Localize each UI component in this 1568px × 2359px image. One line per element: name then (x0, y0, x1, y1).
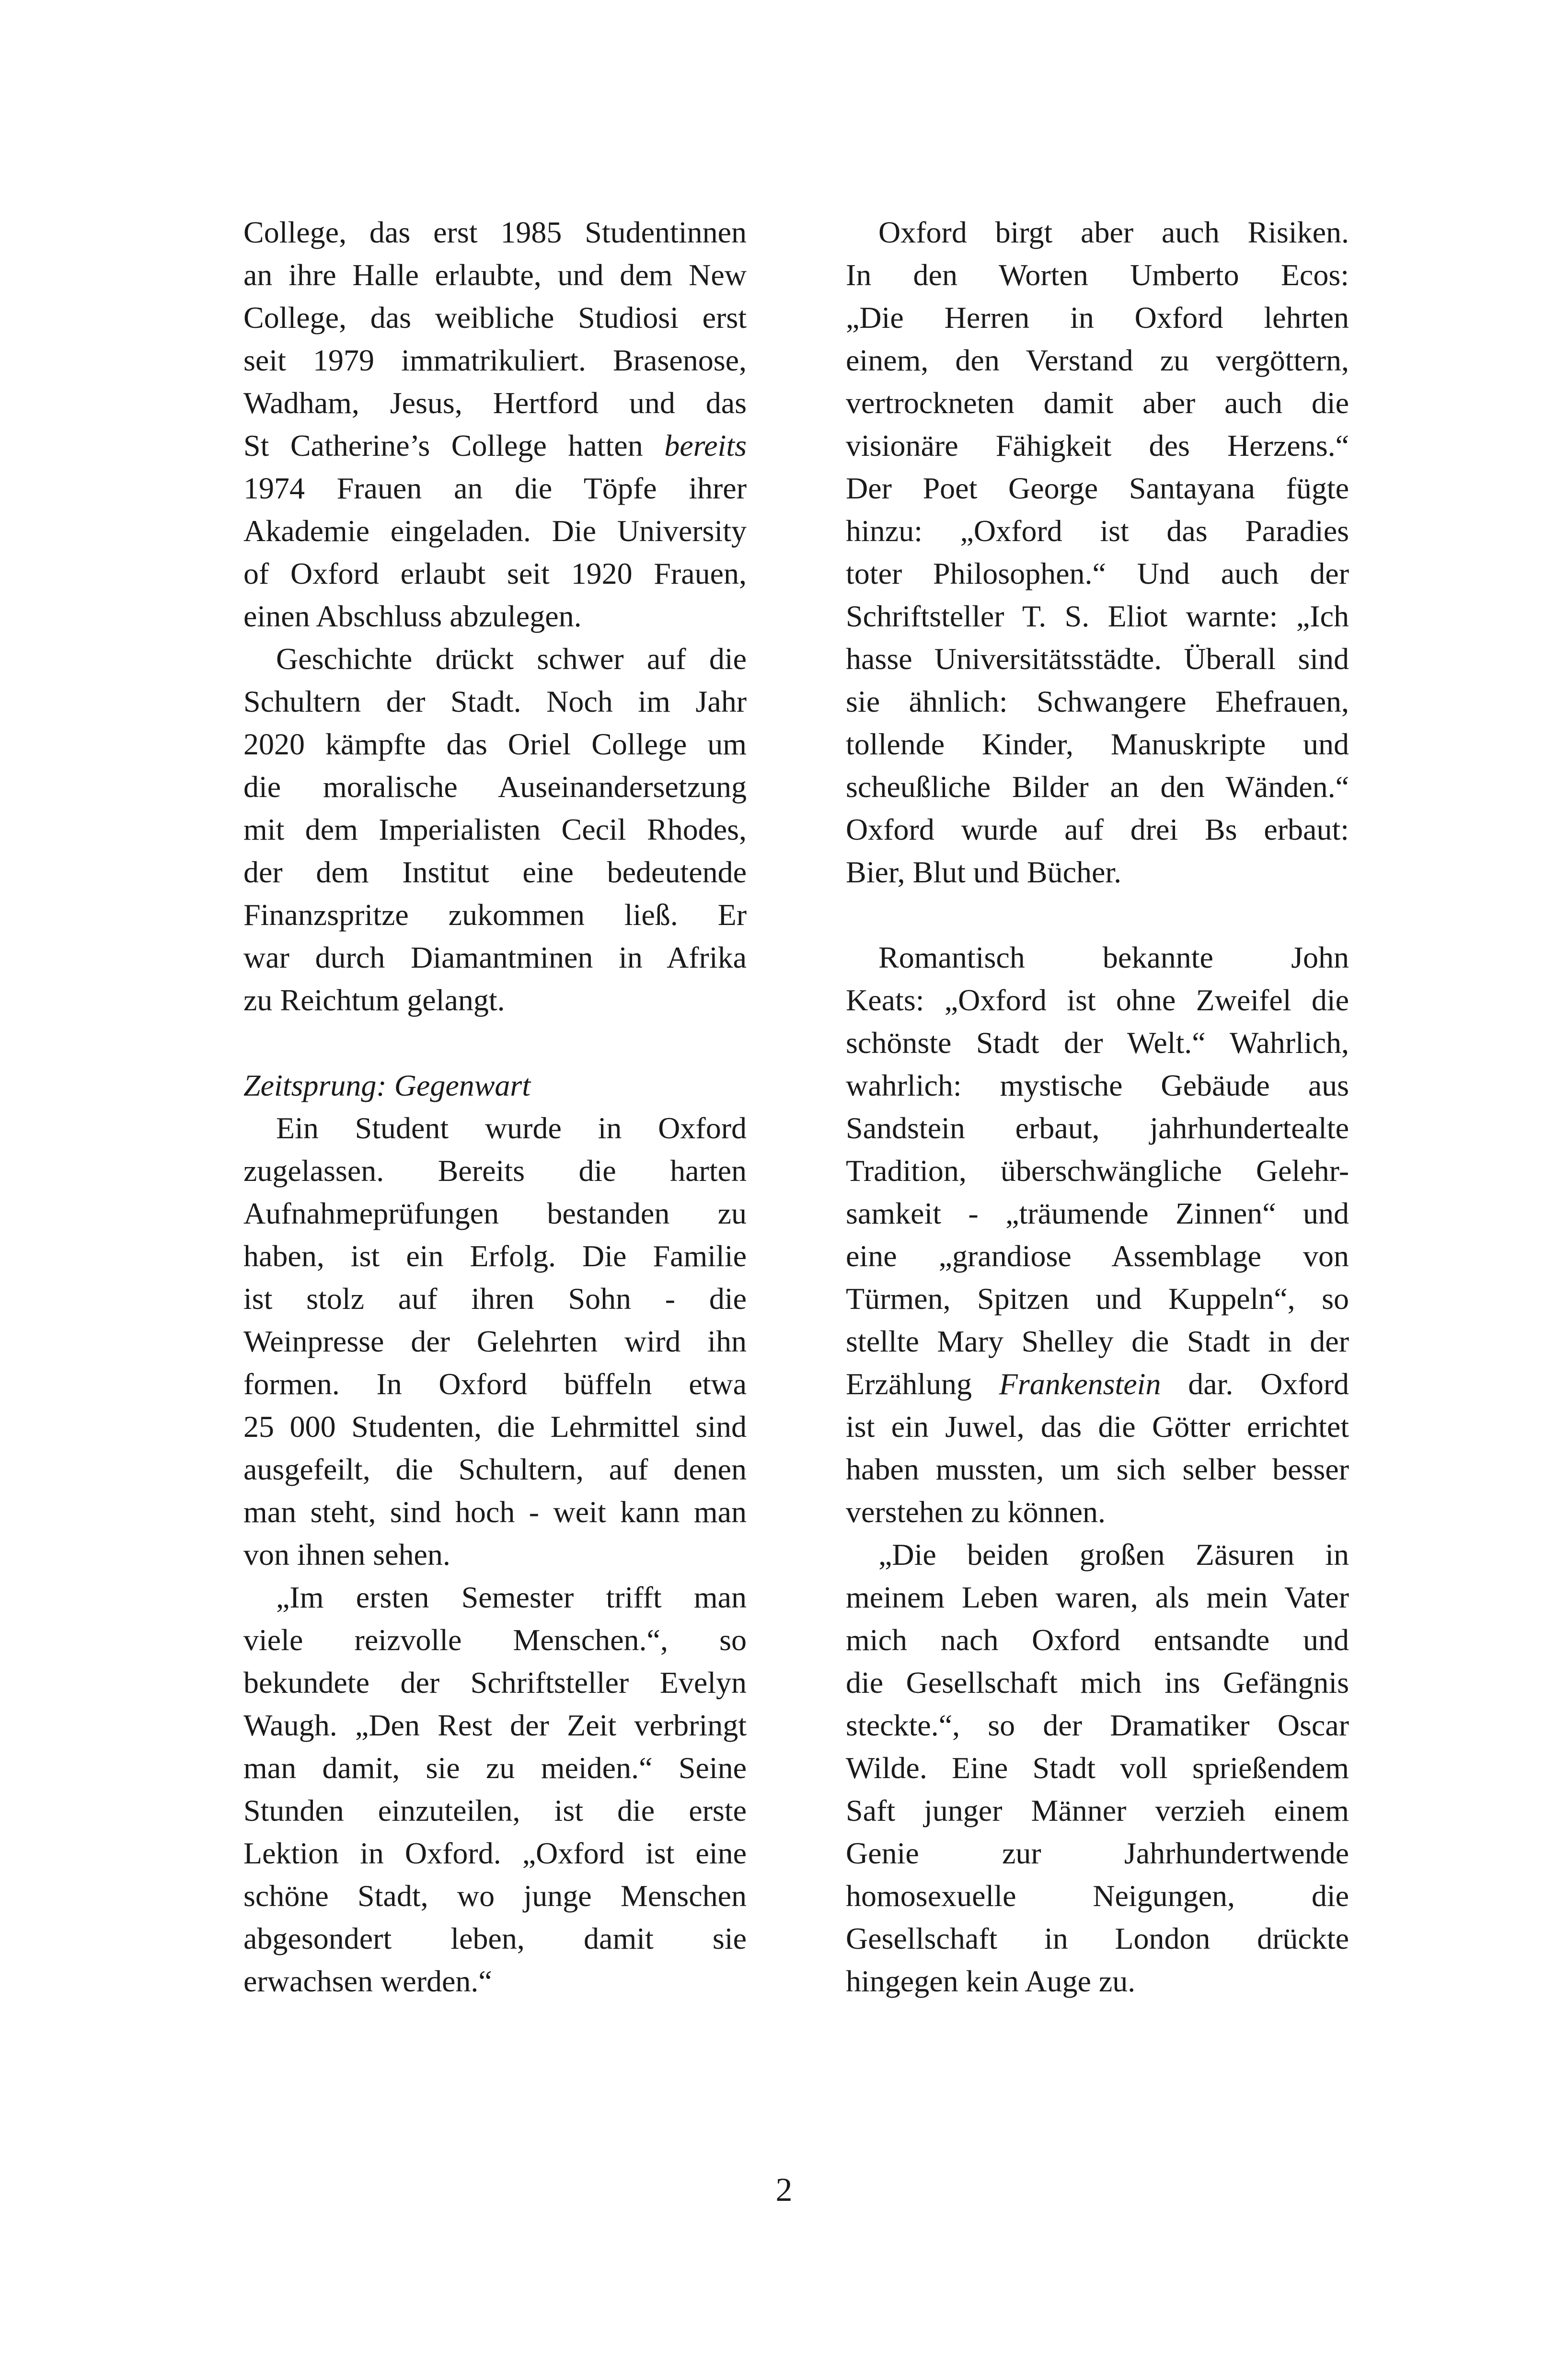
text-line (846, 637, 1349, 680)
text-line (243, 424, 747, 467)
text-span: Waugh. „Den Rest der Zeit verbringt (243, 1708, 747, 1742)
italic-text: Frankenstein (999, 1367, 1161, 1401)
text-line (243, 765, 747, 808)
text-span: Bier, Blut und Bücher. (846, 855, 1122, 889)
text-span: scheußliche Bilder an den Wänden.“ (846, 770, 1349, 804)
text-line (243, 1405, 747, 1448)
text-span: man steht, sind hoch - weit kann man (243, 1495, 747, 1529)
text-span: dar. Oxford (1161, 1367, 1349, 1401)
text-span: Der Poet George Santayana fügte (846, 471, 1349, 505)
text-line (243, 851, 747, 893)
text-span: viele reizvolle Menschen.“, so (243, 1623, 747, 1657)
text-span: einen Abschluss abzulegen. (243, 599, 582, 633)
text-span: die Gesellschaft mich ins Gefängnis (846, 1665, 1349, 1700)
left-text-column (243, 211, 747, 2002)
text-line (243, 339, 747, 382)
text-line (243, 509, 747, 552)
text-line (243, 1874, 747, 1917)
text-line (243, 211, 747, 254)
text-span: 25 000 Studenten, die Lehrmittel sind (243, 1410, 747, 1444)
text-line (243, 1277, 747, 1320)
text-line (846, 1874, 1349, 1917)
text-line (243, 595, 747, 637)
text-span: Sandstein erbaut, jahrhundertealte (846, 1111, 1349, 1145)
text-span: homosexuelle Neigungen, die (846, 1879, 1349, 1913)
right-text-column (846, 211, 1349, 2002)
text-line (243, 1619, 747, 1661)
text-span: samkeit - „träumende Zinnen“ und (846, 1196, 1349, 1230)
text-span: seit 1979 immatrikuliert. Brasenose, (243, 343, 747, 377)
text-span: Aufnahmeprüfungen bestanden zu (243, 1196, 747, 1230)
text-span: Keats: „Oxford ist ohne Zweifel die (846, 983, 1349, 1017)
text-span: visionäre Fähigkeit des Herzens.“ (846, 428, 1349, 463)
text-line (243, 1448, 747, 1491)
text-line (243, 637, 747, 680)
text-span: hasse Universitätsstädte. Überall sind (846, 642, 1349, 676)
text-line (846, 1832, 1349, 1874)
text-span: bekundete der Schriftsteller Evelyn (243, 1665, 747, 1700)
page-number: 2 (775, 2172, 793, 2209)
text-span: Schultern der Stadt. Noch im Jahr (243, 684, 747, 718)
text-line (243, 893, 747, 936)
text-line (243, 1917, 747, 1960)
text-span: erwachsen werden.“ (243, 1964, 492, 1998)
text-span: College, das erst 1985 Studentinnen (243, 215, 747, 249)
text-line (243, 1746, 747, 1789)
text-span: ausgefeilt, die Schultern, auf denen (243, 1452, 747, 1486)
text-span: St Catherine’s College hatten (243, 428, 665, 463)
text-span: mit dem Imperialisten Cecil Rhodes, (243, 812, 747, 846)
text-span: Weinpresse der Gelehrten wird ihn (243, 1324, 747, 1358)
text-line (243, 979, 747, 1021)
text-line (243, 1363, 747, 1405)
text-line (243, 1149, 747, 1192)
text-span: College, das weibliche Studiosi erst (243, 301, 747, 335)
text-line (846, 1619, 1349, 1661)
text-line (846, 1107, 1349, 1149)
text-span: „Im ersten Semester trifft man (276, 1580, 747, 1614)
text-line (846, 723, 1349, 765)
text-span: vertrockneten damit aber auch die (846, 386, 1349, 420)
text-line (243, 1192, 747, 1235)
text-line (243, 552, 747, 595)
text-line (243, 1021, 747, 1064)
text-line (846, 1746, 1349, 1789)
text-line (846, 1320, 1349, 1363)
text-line (846, 296, 1349, 339)
text-line (243, 808, 747, 851)
text-span: formen. In Oxford büffeln etwa (243, 1367, 747, 1401)
text-span: zugelassen. Bereits die harten (243, 1154, 747, 1188)
text-line (846, 765, 1349, 808)
text-line (846, 1704, 1349, 1746)
text-line (846, 254, 1349, 296)
text-line (846, 936, 1349, 979)
text-line (846, 1064, 1349, 1107)
text-span: eine „grandiose Assemblage von (846, 1239, 1349, 1273)
text-line (243, 1491, 747, 1533)
text-line (243, 1320, 747, 1363)
text-line (846, 1363, 1349, 1405)
text-span: tollende Kinder, Manuskripte und (846, 727, 1349, 761)
text-span: „Die Herren in Oxford lehrten (846, 301, 1349, 335)
text-span: Oxford wurde auf drei Bs erbaut: (846, 812, 1349, 846)
text-line (846, 1576, 1349, 1619)
text-span: schönste Stadt der Welt.“ Wahrlich, (846, 1026, 1349, 1060)
text-line (243, 382, 747, 424)
text-line (243, 1064, 747, 1107)
text-line (243, 936, 747, 979)
text-line (846, 1021, 1349, 1064)
text-span: schöne Stadt, wo junge Menschen (243, 1879, 747, 1913)
text-line (846, 1491, 1349, 1533)
text-line (243, 1832, 747, 1874)
text-line (846, 211, 1349, 254)
text-line (846, 382, 1349, 424)
text-span: verstehen zu können. (846, 1495, 1106, 1529)
text-line (846, 467, 1349, 509)
text-line (846, 424, 1349, 467)
text-line (846, 1960, 1349, 2002)
text-span: Lektion in Oxford. „Oxford ist eine (243, 1836, 747, 1870)
text-span: toter Philosophen.“ Und auch der (846, 556, 1349, 590)
text-line (243, 1107, 747, 1149)
text-line (846, 1533, 1349, 1576)
text-line (846, 979, 1349, 1021)
text-line (846, 1235, 1349, 1277)
text-span: an ihre Halle erlaubte, und dem New (243, 258, 747, 292)
text-span: wahrlich: mystische Gebäude aus (846, 1068, 1349, 1102)
text-line (846, 1277, 1349, 1320)
text-span: Romantisch bekannte John (878, 940, 1349, 974)
text-line (243, 680, 747, 723)
text-span: steckte.“, so der Dramatiker Oscar (846, 1708, 1349, 1742)
text-line (846, 1789, 1349, 1832)
text-span: von ihnen sehen. (243, 1538, 450, 1572)
italic-text: Zeitsprung: Gegenwart (243, 1068, 531, 1102)
text-line (243, 467, 747, 509)
text-line (243, 723, 747, 765)
text-span: man damit, sie zu meiden.“ Seine (243, 1751, 747, 1785)
text-span: abgesondert leben, damit sie (243, 1921, 747, 1955)
text-span: ist stolz auf ihren Sohn - die (243, 1282, 747, 1316)
text-line (243, 296, 747, 339)
text-line (243, 254, 747, 296)
text-span: zu Reichtum gelangt. (243, 983, 505, 1017)
text-span: Oxford birgt aber auch Risiken. (878, 215, 1349, 249)
text-line (846, 1192, 1349, 1235)
text-span: Wadham, Jesus, Hertford und das (243, 386, 747, 420)
text-line (846, 339, 1349, 382)
text-line (243, 1960, 747, 2002)
text-span: hinzu: „Oxford ist das Paradies (846, 514, 1349, 548)
text-span: Geschichte drückt schwer auf die (276, 642, 747, 676)
text-span: Saft junger Männer verzieh einem (846, 1793, 1349, 1827)
text-span: haben, ist ein Erfolg. Die Familie (243, 1239, 747, 1273)
text-span: Ein Student wurde in Oxford (276, 1111, 747, 1145)
text-line (846, 808, 1349, 851)
text-line (846, 680, 1349, 723)
text-line (846, 1149, 1349, 1192)
text-span: Stunden einzuteilen, ist die erste (243, 1793, 747, 1827)
text-line (243, 1661, 747, 1704)
text-span: sie ähnlich: Schwangere Ehefrauen, (846, 684, 1349, 718)
text-span: Akademie eingeladen. Die University (243, 514, 747, 548)
text-span: Erzählung (846, 1367, 999, 1401)
text-line (243, 1533, 747, 1576)
text-span: stellte Mary Shelley die Stadt in der (846, 1324, 1349, 1358)
text-span: mich nach Oxford entsandte und (846, 1623, 1349, 1657)
italic-text: bereits (664, 428, 747, 463)
text-line (846, 1448, 1349, 1491)
text-line (243, 1235, 747, 1277)
text-span: 2020 kämpfte das Oriel College um (243, 727, 747, 761)
text-line (846, 552, 1349, 595)
text-span: Wilde. Eine Stadt voll sprießendem (846, 1751, 1349, 1785)
text-line (846, 509, 1349, 552)
text-line (243, 1576, 747, 1619)
text-line (846, 851, 1349, 893)
text-span: haben mussten, um sich selber besser (846, 1452, 1349, 1486)
text-line (846, 1917, 1349, 1960)
text-line (846, 893, 1349, 936)
text-span: Tradition, überschwängliche Gelehr- (846, 1154, 1349, 1188)
text-line (243, 1704, 747, 1746)
text-span: „Die beiden großen Zäsuren in (878, 1538, 1349, 1572)
text-span: Gesellschaft in London drückte (846, 1921, 1349, 1955)
text-span: Schriftsteller T. S. Eliot warnte: „Ich (846, 599, 1349, 633)
text-span: Genie zur Jahrhundertwende (846, 1836, 1349, 1870)
text-span: of Oxford erlaubt seit 1920 Frauen, (243, 556, 747, 590)
text-span: die moralische Auseinandersetzung (243, 770, 747, 804)
text-span: 1974 Frauen an die Töpfe ihrer (243, 471, 747, 505)
text-span: ist ein Juwel, das die Götter errichtet (846, 1410, 1349, 1444)
text-span: Türmen, Spitzen und Kuppeln“, so (846, 1282, 1349, 1316)
text-span: In den Worten Umberto Ecos: (846, 258, 1349, 292)
text-span: hingegen kein Auge zu. (846, 1964, 1136, 1998)
text-line (846, 1405, 1349, 1448)
text-line (243, 1789, 747, 1832)
text-span: Finanzspritze zukommen ließ. Er (243, 898, 747, 932)
text-span: war durch Diamantminen in Afrika (243, 940, 747, 974)
text-span: meinem Leben waren, als mein Vater (846, 1580, 1349, 1614)
text-span: einem, den Verstand zu vergöttern, (846, 343, 1349, 377)
text-line (846, 1661, 1349, 1704)
text-span: der dem Institut eine bedeutende (243, 855, 747, 889)
text-line (846, 595, 1349, 637)
